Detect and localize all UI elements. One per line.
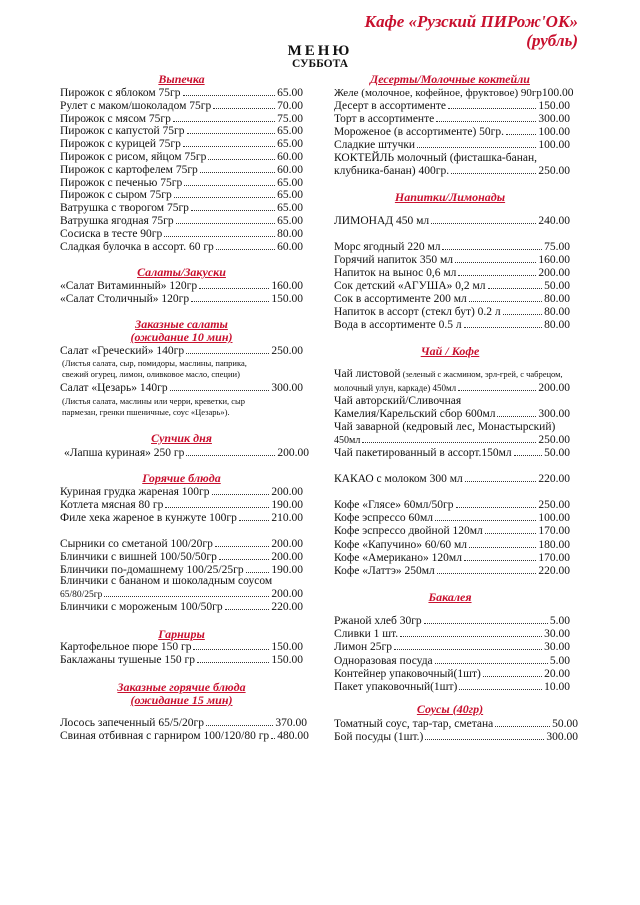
menu-item-row <box>60 280 303 293</box>
item-price: 75.00 <box>544 241 570 253</box>
item-name: Кофе эспрессо двойной 120мл <box>334 525 483 538</box>
menu-item-row <box>334 434 570 447</box>
menu-item-row <box>334 718 578 731</box>
item-name: Ватрушка ягодная 75гр <box>60 215 174 227</box>
leader-dots <box>186 455 275 456</box>
item-price: 160.00 <box>538 254 570 266</box>
menu-item-row <box>60 113 303 126</box>
item-price: 150.00 <box>538 100 570 112</box>
leader-dots <box>225 609 270 610</box>
section-title-salaty: Салаты/Закуски <box>137 265 226 279</box>
leader-dots <box>503 314 542 315</box>
item-price: 150.00 <box>271 293 303 305</box>
item-name: Филе хека жареное в кунжуте 100гр <box>60 512 237 524</box>
item-name: Напиток в ассорт (стекл бут) 0.2 л <box>334 306 501 318</box>
item-name: «Лапша куриная» 250 гр <box>64 447 185 459</box>
menu-item-row <box>60 654 303 667</box>
leader-dots <box>469 301 542 302</box>
leader-dots <box>506 134 536 135</box>
item-price: 160.00 <box>271 280 303 292</box>
item-name: «Салат Витаминный» 120гр <box>60 280 198 292</box>
leader-dots <box>424 623 548 624</box>
menu-item-row <box>334 267 570 280</box>
item-name: Свиная отбивная с гарниром 100/120/80 гр <box>60 730 270 742</box>
item-price: 250.00 <box>538 499 570 511</box>
leader-dots <box>216 249 275 250</box>
leader-dots <box>485 533 537 534</box>
item-name-line: Чай авторский/Сливочная <box>334 395 462 407</box>
cafe-header <box>365 12 578 50</box>
leader-dots <box>183 146 275 147</box>
item-price: 65.00 <box>277 189 303 202</box>
item-name: Пирожок с мясом 75гр <box>60 112 171 125</box>
item-description: (Листья салата, сыр, помидоры, маслины, паприка, <box>62 358 247 368</box>
item-name: Лосось запеченный 65/5/20гр <box>60 717 204 729</box>
item-description: пармезан, гренки пшеничные, соус «Цезарь»). <box>62 407 230 417</box>
menu-item-row <box>334 552 570 565</box>
menu-item-row <box>334 539 570 552</box>
menu-item-row <box>60 551 303 564</box>
item-price: 20.00 <box>544 667 570 680</box>
leader-dots <box>165 507 269 508</box>
item-price: 190.00 <box>271 564 303 576</box>
item-price: 300.00 <box>271 382 303 394</box>
item-name-line: Чай листовой (зеленый с жасмином, эрл-грей, с чабрецом, <box>334 368 563 380</box>
item-price: 220.00 <box>538 565 570 577</box>
leader-dots <box>170 390 270 391</box>
item-price: 70.00 <box>277 99 303 112</box>
item-price: 200.00 <box>271 551 303 563</box>
item-name-line: КОКТЕЙЛЬ молочный (фисташка-банан, <box>334 152 538 164</box>
leader-dots <box>514 455 542 456</box>
item-price: 300.00 <box>546 731 578 743</box>
item-price: 80.00 <box>544 293 570 305</box>
leader-dots <box>394 649 542 650</box>
menu-item-row <box>334 512 570 525</box>
item-name: Салат «Греческий» 140гр <box>60 345 185 357</box>
item-price: 240.00 <box>538 215 570 227</box>
item-name: Пирожок с сыром 75гр <box>60 189 172 202</box>
item-price: 480.00 <box>277 730 309 742</box>
menu-item-row <box>60 293 303 306</box>
item-name: Блинчики с вишней 100/50/50гр <box>60 551 217 563</box>
leader-dots <box>219 559 270 560</box>
menu-item-row <box>334 215 570 228</box>
item-price: 200.00 <box>271 588 303 600</box>
section-title-bakaleya: Бакалея <box>428 590 472 604</box>
item-name: Напиток на вынос 0,6 мл <box>334 267 457 279</box>
leader-dots <box>442 249 542 250</box>
item-price: 200.00 <box>538 267 570 279</box>
menu-item-row <box>60 87 303 100</box>
item-price: 150.00 <box>271 654 303 666</box>
leader-dots <box>206 725 273 726</box>
item-name: Котлета мясная 80 гр <box>60 499 164 511</box>
menu-item-row <box>334 655 570 668</box>
leader-dots <box>458 275 536 276</box>
leader-dots <box>164 236 275 237</box>
menu-item-row <box>334 525 570 538</box>
leader-dots <box>459 689 542 690</box>
menu-item-row <box>334 681 570 694</box>
item-name: Сладкие штучки <box>334 139 416 151</box>
item-name-line: Блинчики с бананом и шоколадным соусом <box>60 575 273 587</box>
item-name: Картофельное пюре 150 гр <box>60 641 192 653</box>
menu-item-row <box>60 125 303 138</box>
item-name: Чай пакетированный в ассорт.150мл <box>334 447 512 459</box>
section-title-zakaz-salaty: Заказные салаты <box>135 317 228 331</box>
item-price: 65.00 <box>277 138 303 151</box>
leader-dots <box>437 573 537 574</box>
item-price: 50.00 <box>544 447 570 459</box>
item-name: Ржаной хлеб 30гр <box>334 615 422 627</box>
menu-item-row <box>60 588 303 602</box>
item-price: 250.00 <box>271 345 303 357</box>
section-title-deserty: Десерты/Молочные коктейли <box>370 72 530 86</box>
section-subtitle-zakaz-goryachie: (ожидание 15 мин) <box>130 693 233 707</box>
item-name: Сладкая булочка в ассорт. 60 гр <box>60 240 214 253</box>
item-name: «Салат Столичный» 120гр <box>60 293 190 305</box>
menu-item-row <box>334 628 570 641</box>
leader-dots <box>456 507 537 508</box>
item-name: Пирожок с рисом, яйцом 75гр <box>60 151 207 163</box>
item-price: 180.00 <box>538 538 570 551</box>
item-price: 10.00 <box>544 681 570 693</box>
section-title-supchik: Супчик дня <box>151 431 212 445</box>
item-name: Торт в ассортименте <box>334 113 435 125</box>
menu-item-row <box>60 499 303 512</box>
item-price: 250.00 <box>538 165 570 177</box>
item-name: Салат «Цезарь» 140гр <box>60 382 168 394</box>
item-name: Пакет упаковочный(1шт) <box>334 681 458 693</box>
item-price: 50.00 <box>544 280 570 292</box>
menu-item-row <box>60 538 303 551</box>
menu-item-row <box>334 319 570 332</box>
menu-item-row <box>60 486 303 499</box>
leader-dots <box>191 301 269 302</box>
item-name: Лимон 25гр <box>334 641 392 654</box>
leader-dots <box>417 147 536 148</box>
item-price: 75.00 <box>277 112 303 125</box>
item-name: Сок в ассортименте 200 мл <box>334 293 467 305</box>
item-price: 220.00 <box>271 601 303 613</box>
leader-dots <box>193 649 269 650</box>
menu-day: СУББОТА <box>291 58 349 70</box>
leader-dots <box>184 185 275 186</box>
item-name: Куриная грудка жареная 100гр <box>60 486 210 498</box>
item-name: Блинчики по-домашнему 100/25/25гр <box>60 564 244 576</box>
leader-dots <box>455 262 536 263</box>
leader-dots <box>488 288 543 289</box>
item-price: 50.00 <box>552 718 578 730</box>
leader-dots <box>197 662 269 663</box>
item-price: 5.00 <box>549 615 570 627</box>
item-price: 250.00 <box>538 434 570 446</box>
menu-item-row <box>60 189 303 202</box>
item-name: Блинчики с мороженым 100/50гр <box>60 601 223 613</box>
leader-dots <box>215 546 269 547</box>
leader-dots <box>464 327 543 328</box>
currency-note: (рубль) <box>526 31 578 50</box>
leader-dots <box>174 197 275 198</box>
menu-item-row <box>60 345 303 358</box>
leader-dots <box>104 596 269 597</box>
leader-dots <box>176 223 276 224</box>
item-name: Рулет с маком/шоколадом 75гр <box>60 99 212 112</box>
item-name: ЛИМОНАД 450 мл <box>334 215 430 227</box>
menu-item-row <box>334 87 574 100</box>
item-name: Пирожок с курицей 75гр <box>60 138 181 151</box>
item-name-line: Чай заварной (кедровый лес, Монастырский) <box>334 421 556 433</box>
item-name: Кофе эспрессо 60мл <box>334 512 433 525</box>
leader-dots <box>448 108 536 109</box>
item-price: 65.00 <box>277 215 303 227</box>
leader-dots <box>200 172 275 173</box>
item-name: Десерт в ассортименте <box>334 100 447 112</box>
item-price: 200.00 <box>277 447 309 459</box>
menu-item-row <box>60 177 303 190</box>
item-price: 170.00 <box>538 551 570 564</box>
item-price: 5.00 <box>549 654 570 667</box>
section-title-napitki: Напитки/Лимонады <box>394 190 506 204</box>
item-name: молочный улун, каркаде) 450мл <box>334 383 457 393</box>
leader-dots <box>435 520 536 521</box>
menu-item-row <box>60 641 303 654</box>
menu-item-row <box>60 164 303 177</box>
item-name: Сливки 1 шт. <box>334 628 399 641</box>
item-price: 100.00 <box>538 139 570 151</box>
leader-dots <box>212 494 270 495</box>
item-price: 300.00 <box>538 408 570 420</box>
leader-dots <box>465 481 537 482</box>
item-name: Баклажаны тушеные 150 гр <box>60 654 195 666</box>
menu-item-row <box>334 293 570 306</box>
menu-item-row <box>334 615 570 628</box>
leader-dots <box>451 173 536 174</box>
item-name: Контейнер упаковочный(1шт) <box>334 667 481 680</box>
item-price: 60.00 <box>277 151 303 163</box>
section-title-chay-kofe: Чай / Кофе <box>420 344 480 358</box>
item-price: 220.00 <box>538 473 570 485</box>
item-price: 30.00 <box>544 641 570 654</box>
item-name: Камелия/Карельский сбор 600мл <box>334 408 496 420</box>
menu-item-row <box>334 731 578 744</box>
menu-item-row <box>334 408 570 421</box>
item-price: 60.00 <box>277 163 303 176</box>
leader-dots <box>187 133 276 134</box>
menu-item-row <box>334 641 570 654</box>
section-title-goryachie: Горячие блюда <box>142 471 221 485</box>
menu-item-row <box>334 306 570 319</box>
menu-item-row <box>60 202 303 215</box>
cafe-name: Кафе «Рузский ПИРож'ОК» <box>364 12 578 31</box>
menu-item-row <box>60 241 303 254</box>
item-price: 100.00 <box>541 87 574 99</box>
menu-item-row <box>60 717 307 730</box>
leader-dots <box>483 676 542 677</box>
section-title-garniry: Гарниры <box>158 627 205 641</box>
item-price: 80.00 <box>544 306 570 318</box>
item-price: 65.00 <box>277 202 303 215</box>
leader-dots <box>183 95 276 96</box>
item-price: 210.00 <box>271 512 303 524</box>
leader-dots <box>173 121 275 122</box>
section-subtitle-zakaz-salaty: (ожидание 10 мин) <box>130 330 233 344</box>
item-price: 100.00 <box>538 126 570 138</box>
menu-item-row <box>60 215 303 228</box>
item-name: Сырники со сметаной 100/20гр <box>60 538 213 550</box>
section-title-vypechka: Выпечка <box>158 72 205 86</box>
item-name: 65/80/25гр <box>60 590 103 600</box>
item-name: Ватрушка с творогом 75гр <box>60 202 189 215</box>
item-price: 65.00 <box>277 125 303 138</box>
item-name: Вода в ассортименте 0.5 л <box>334 319 462 331</box>
leader-dots <box>362 442 536 443</box>
item-price: 300.00 <box>538 113 570 125</box>
menu-item-row <box>334 241 570 254</box>
leader-dots <box>425 739 544 740</box>
menu-item-row <box>60 151 303 164</box>
item-name: Пирожок с картофелем 75гр <box>60 163 198 176</box>
leader-dots <box>464 560 536 561</box>
item-price: 170.00 <box>538 525 570 538</box>
menu-item-row <box>334 499 570 512</box>
leader-dots <box>495 726 550 727</box>
leader-dots <box>213 108 275 109</box>
menu-item-row <box>64 447 309 460</box>
item-name: КАКАО с молоком 300 мл <box>334 473 463 485</box>
leader-dots <box>400 636 542 637</box>
item-name: Морс ягодный 220 мл <box>334 241 441 253</box>
item-name: Кофе «Латтэ» 250мл <box>334 565 435 577</box>
leader-dots <box>458 390 536 391</box>
menu-title: МЕНЮ <box>287 43 353 59</box>
menu-item-row <box>334 447 570 460</box>
leader-dots <box>199 288 269 289</box>
item-name: Пирожок с капустой 75гр <box>60 125 185 138</box>
leader-dots <box>435 663 548 664</box>
item-price: 65.00 <box>277 176 303 189</box>
item-name: Мороженое (в ассортименте) 50гр. <box>334 126 505 138</box>
item-name: Сок детский «АГУША» 0,2 мл <box>334 280 486 292</box>
item-name: Пирожок с яблоком 75гр <box>60 87 181 99</box>
leader-dots <box>271 738 275 739</box>
item-description: (Листья салата, маслины или черри, креветки, сыр <box>62 396 246 406</box>
item-price: 100.00 <box>538 512 570 525</box>
item-price: 370.00 <box>275 717 307 729</box>
item-price: 200.00 <box>271 538 303 550</box>
item-description: свежий огурец, лимон, оливковое масло, специи) <box>62 369 240 379</box>
menu-item-row <box>60 228 303 241</box>
item-price: 200.00 <box>538 382 570 394</box>
leader-dots <box>246 572 270 573</box>
item-price: 30.00 <box>544 628 570 641</box>
menu-item-row <box>334 473 570 486</box>
leader-dots <box>436 121 536 122</box>
menu-item-row <box>334 165 570 178</box>
menu-item-row <box>60 138 303 151</box>
item-price: 80.00 <box>277 227 303 240</box>
item-name: Кофе «Американо» 120мл <box>334 551 462 564</box>
item-name: 450мл <box>334 435 361 446</box>
menu-item-row <box>60 382 303 395</box>
menu-item-row <box>334 113 570 126</box>
leader-dots <box>208 159 275 160</box>
item-price: 190.00 <box>271 499 303 511</box>
menu-item-row <box>60 512 303 525</box>
leader-dots <box>191 210 275 211</box>
item-name: клубника-банан) 400гр. <box>334 165 450 177</box>
leader-dots <box>469 547 536 548</box>
section-title-zakaz-goryachie: Заказные горячие блюда <box>117 680 246 694</box>
section-title-sousy: Соусы (40гр) <box>416 702 484 716</box>
leader-dots <box>431 223 536 224</box>
leader-dots <box>186 353 269 354</box>
item-price: 60.00 <box>277 240 303 253</box>
menu-item-row <box>334 100 570 113</box>
leader-dots <box>239 520 269 521</box>
item-name: Горячий напиток 350 мл <box>334 254 454 266</box>
item-price: 200.00 <box>271 486 303 498</box>
leader-dots <box>497 416 536 417</box>
menu-item-row <box>60 730 307 743</box>
item-name: Желе (молочное, кофейное, фруктовое) 90гр <box>334 87 542 99</box>
item-name: Кофе «Глясе» 60мл/50гр <box>334 499 454 511</box>
menu-item-row <box>334 565 570 578</box>
menu-item-row <box>60 601 303 614</box>
item-name: Томатный соус, тар-тар, сметана <box>334 718 494 730</box>
item-price: 65.00 <box>277 87 303 99</box>
item-name: Бой посуды (1шт.) <box>334 731 424 743</box>
item-name: Кофе «Капучино» 60/60 мл <box>334 538 467 551</box>
menu-item-row <box>334 382 570 395</box>
item-name: Одноразовая посуда <box>334 654 433 667</box>
menu-item-row <box>60 100 303 113</box>
item-name: Сосиска в тесте 90гр <box>60 227 163 240</box>
menu-item-row <box>334 126 570 139</box>
menu-item-row <box>334 254 570 267</box>
menu-item-row <box>334 668 570 681</box>
menu-item-row <box>334 280 570 293</box>
item-price: 80.00 <box>544 319 570 331</box>
item-price: 150.00 <box>271 641 303 653</box>
menu-item-row <box>334 139 570 152</box>
item-name: Пирожок с печенью 75гр <box>60 176 183 189</box>
